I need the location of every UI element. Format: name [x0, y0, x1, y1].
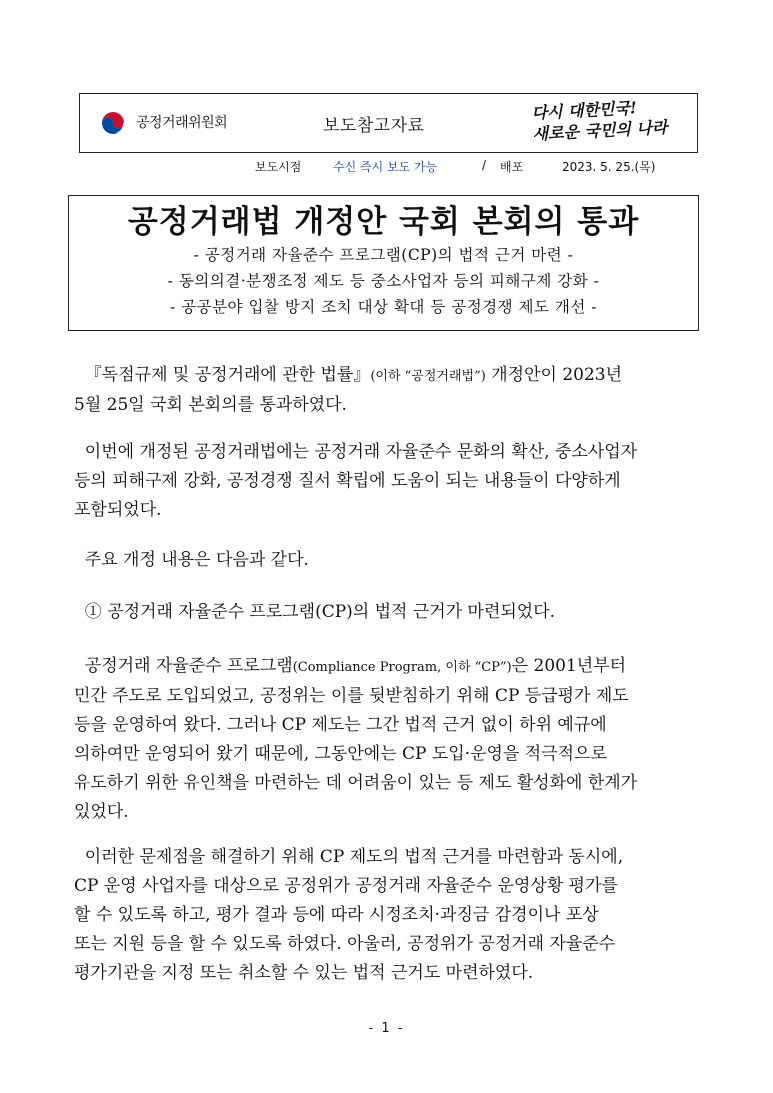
paragraph-4-line-1: ① 공정거래 자율준수 프로그램(CP)의 법적 근거가 마련되었다.	[74, 602, 556, 622]
release-label: 보도시점	[255, 160, 302, 174]
paragraph-4	[74, 598, 702, 627]
p5-text-small: (Compliance Program, 이하 “CP”)	[292, 660, 512, 675]
slogan-line-2: 새로운 국민의 나라	[532, 117, 668, 144]
paragraph-2-line-1: 이번에 개정된 공정거래법에는 공정거래 자율준수 문화의 확산, 중소사업자	[74, 442, 638, 462]
subtitle-2: - 동의의결·분쟁조정 제도 등 중소사업자 등의 피해구제 강화 -	[167, 272, 600, 290]
paragraph-5-line-1	[74, 652, 702, 682]
title-box	[68, 195, 699, 331]
paragraph-6-line-2: CP 운영 사업자를 대상으로 공정위가 공정거래 자율준수 운영상황 평가를	[74, 876, 618, 896]
paragraph-3-line-1: 주요 개정 내용은 다음과 같다.	[74, 550, 309, 570]
distribution-label: 배포	[500, 160, 524, 174]
page-number: - 1 -	[368, 1021, 405, 1036]
release-line	[0, 158, 773, 176]
paragraph-1-line-2: 5월 25일 국회 본회의를 통과하였다.	[74, 395, 347, 415]
paragraph-6-line-4: 또는 지원 등을 할 수 있도록 하였다. 아울러, 공정위가 공정거래 자율준수	[74, 934, 616, 954]
paragraph-2	[74, 438, 702, 525]
release-date: 2023. 5. 25.(목)	[562, 160, 656, 174]
taegeuk-logo-icon	[98, 108, 128, 138]
paragraph-2-line-2: 등의 피해구제 강화, 공정경쟁 질서 확립에 도움이 되는 내용들이 다양하게	[74, 471, 621, 491]
paragraph-6-line-3: 할 수 있도록 하고, 평가 결과 등에 따라 시정조치·과징금 감경이나 포상	[74, 905, 599, 925]
org-name: 공정거래위원회	[136, 115, 228, 131]
paragraph-2-line-3: 포함되었다.	[74, 500, 162, 520]
subtitle-3: - 공공분야 입찰 방지 조치 대상 확대 등 공정경쟁 제도 개선 -	[169, 298, 598, 316]
subtitle-1: - 공정거래 자율준수 프로그램(CP)의 법적 근거 마련 -	[193, 246, 574, 264]
paragraph-3	[74, 546, 702, 575]
paragraph-5-line-6: 있었다.	[74, 802, 129, 822]
p5-text-a: 공정거래 자율준수 프로그램	[74, 656, 293, 676]
release-slash: /	[482, 158, 487, 172]
paragraph-6-line-5: 평가기관을 지정 또는 취소할 수 있는 법적 근거도 마련하였다.	[74, 963, 534, 983]
paragraph-5-line-5: 유도하기 위한 유인책을 마련하는 데 어려움이 있는 등 제도 활성화에 한계가	[74, 773, 638, 793]
paragraph-5-line-4: 의하여만 운영되어 왔기 때문에, 그동안에는 CP 도입·운영을 적극적으로	[74, 744, 607, 764]
p1-text-small: (이하 “공정거래법”)	[370, 369, 486, 384]
slogan-line-1: 다시 대한민국!	[531, 98, 638, 123]
p1-text-a: 『독점규제 및 공정거래에 관한 법률』	[74, 365, 371, 385]
slogan	[531, 95, 673, 144]
header-box	[79, 93, 698, 153]
paragraph-1-line-1	[74, 361, 702, 391]
paragraph-6	[74, 843, 702, 988]
paragraph-5	[74, 652, 702, 827]
paragraph-1	[74, 361, 702, 420]
main-title: 공정거래법 개정안 국회 본회의 통과	[127, 204, 640, 240]
p5-text-b: 은 2001년부터	[511, 656, 627, 676]
p1-text-b: 개정안이 2023년	[485, 365, 623, 385]
release-status: 수신 즉시 보도 가능	[333, 160, 438, 174]
paragraph-6-line-1: 이러한 문제점을 해결하기 위해 CP 제도의 법적 근거를 마련함과 동시에,	[74, 847, 624, 867]
paragraph-5-line-2: 민간 주도로 도입되었고, 공정위는 이를 뒷받침하기 위해 CP 등급평가 제도	[74, 686, 629, 706]
doc-type: 보도참고자료	[323, 116, 425, 136]
paragraph-5-line-3: 등을 운영하여 왔다. 그러나 CP 제도는 그간 법적 근거 없이 하위 예규에	[74, 715, 607, 735]
